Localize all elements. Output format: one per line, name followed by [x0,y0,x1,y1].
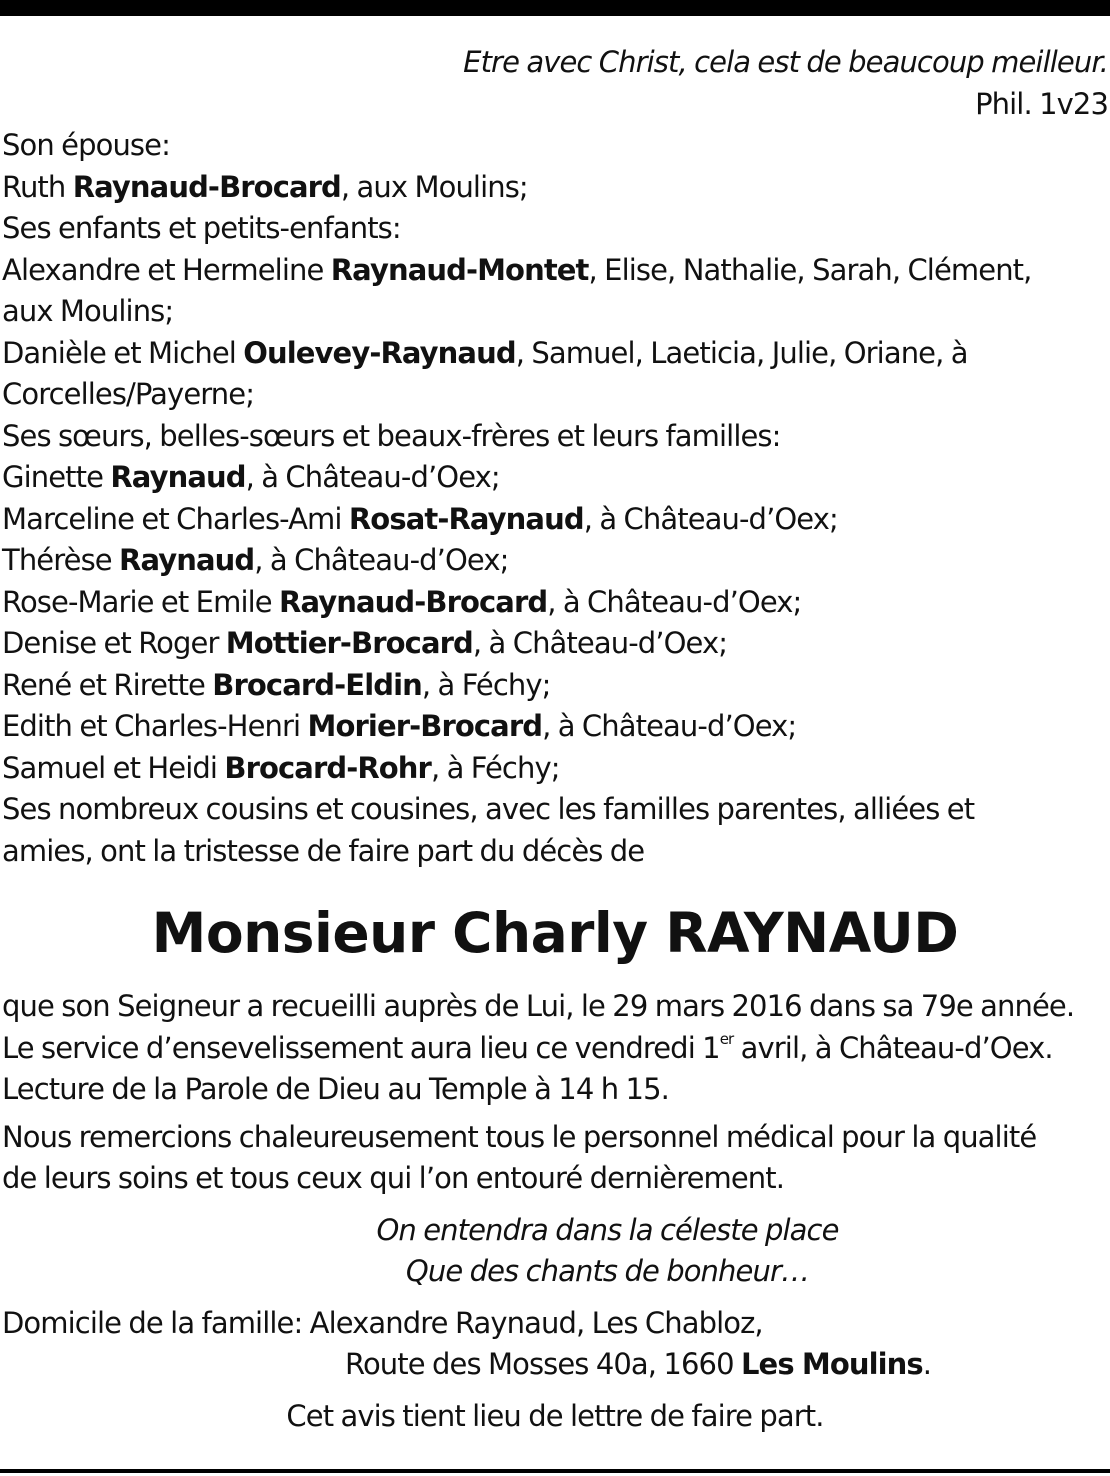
child-first: Danièle et Michel [2,335,244,370]
sibling-line [2,499,1108,541]
sibling-surname: Raynaud [110,460,246,494]
sibling-first: Ginette [2,460,111,494]
spouse-first: Ruth [2,169,73,204]
sibling-place: , à Château-d’Oex; [254,543,509,577]
family-address [2,1303,1108,1386]
poem-line: On entendra dans la céleste place [376,1212,839,1247]
address-text: . [922,1347,932,1381]
sibling-line [2,623,1108,665]
spouse-place: , aux Moulins; [340,169,528,204]
sibling-place: , à Château-d’Oex; [547,584,802,619]
deceased-name: Monsieur Charly RAYNAUD [151,901,959,965]
address-locality: Les Moulins [740,1347,923,1381]
sibling-surname: Raynaud [119,543,255,577]
sibling-surname: Raynaud-Brocard [279,584,548,619]
sibling-line [2,457,1108,499]
closing-note: Cet avis tient lieu de lettre de faire part. [286,1398,824,1433]
child-rest: , Samuel, Laeticia, Julie, Oriane, à [515,335,968,370]
sibling-surname: Morier-Brocard [307,709,543,743]
sibling-first: Thérèse [2,543,120,577]
sibling-line [2,748,1108,790]
poem [2,1210,1108,1293]
sibling-line [2,665,1108,707]
service-line: Lecture de la Parole de Dieu au Temple à 14 h 15. [2,1072,669,1106]
verse-quote: Etre avec Christ, cela est de beaucoup meilleur. [463,45,1108,79]
child-first: Alexandre et Hermeline [2,252,331,287]
address-line: Domicile de la famille: Alexandre Raynaud, Les Chabloz, [2,1305,763,1340]
verse-reference: Phil. 1v23 [975,86,1108,121]
child-rest: , Elise, Nathalie, Sarah, Clément, [588,252,1032,287]
sibling-line [2,582,1108,624]
sibling-place: , à Château-d’Oex; [245,460,500,494]
address-text: Route des Mosses 40a, 1660 [345,1347,741,1381]
thanks-paragraph [2,1117,1108,1200]
child-line-cont: Corcelles/Payerne; [2,377,255,411]
service-info [2,986,1108,1111]
child-surname: Raynaud-Montet [330,252,589,287]
top-rule [0,0,1110,16]
address-line [2,1344,1108,1386]
service-text: avril, à Château-d’Oex. [733,1030,1053,1065]
death-notice [2,42,1108,1437]
spouse-heading: Son épouse: [2,128,170,162]
sibling-first: René et Rirette [2,667,213,702]
ordinal-suffix: er [719,1029,734,1048]
child-surname: Oulevey-Raynaud [243,335,516,370]
sibling-place: , à Féchy; [421,667,551,702]
service-text: Le service d’ensevelissement aura lieu ce vendredi 1 [2,1030,720,1065]
bottom-rule [0,1469,1110,1473]
thanks-line: Nous remercions chaleureusement tous le personnel médical pour la qualité [2,1119,1037,1154]
sibling-first: Samuel et Heidi [2,750,225,785]
sibling-first: Denise et Roger [2,626,226,660]
sibling-first: Edith et Charles-Henri [2,709,308,743]
poem-line: Que des chants de bonheur… [405,1254,810,1288]
child-line [2,250,1108,292]
sibling-first: Marceline et Charles-Ami [2,501,349,536]
child-line [2,333,1108,375]
sibling-surname: Mottier-Brocard [225,626,473,660]
child-line-cont: aux Moulins; [2,294,174,328]
thanks-line: de leurs soins et tous ceux qui l’on entouré dernièrement. [2,1161,785,1195]
children-heading: Ses enfants et petits-enfants: [2,211,401,245]
cousins-line: amies, ont la tristesse de faire part du décès de [2,833,645,868]
sibling-surname: Brocard-Eldin [212,667,422,702]
spouse-line [2,167,1108,209]
service-line: que son Seigneur a recueilli auprès de Lui, le 29 mars 2016 dans sa 79e année. [2,989,1075,1023]
sibling-line [2,540,1108,582]
sibling-place: , à Château-d’Oex; [472,626,728,660]
sibling-place: , à Féchy; [430,750,560,785]
family-list [2,125,1108,872]
spouse-surname: Raynaud-Brocard [72,169,341,204]
service-line [2,1028,1108,1070]
sibling-first: Rose-Marie et Emile [2,584,280,619]
bible-verse [2,42,1108,125]
siblings-heading: Ses sœurs, belles-sœurs et beaux-frères et leurs familles: [2,418,781,453]
sibling-surname: Rosat-Raynaud [348,501,584,536]
cousins-line: Ses nombreux cousins et cousines, avec les familles parentes, alliées et [2,792,975,826]
sibling-surname: Brocard-Rohr [224,750,431,785]
sibling-place: , à Château-d’Oex; [542,709,797,743]
sibling-line [2,706,1108,748]
sibling-place: , à Château-d’Oex; [583,501,838,536]
